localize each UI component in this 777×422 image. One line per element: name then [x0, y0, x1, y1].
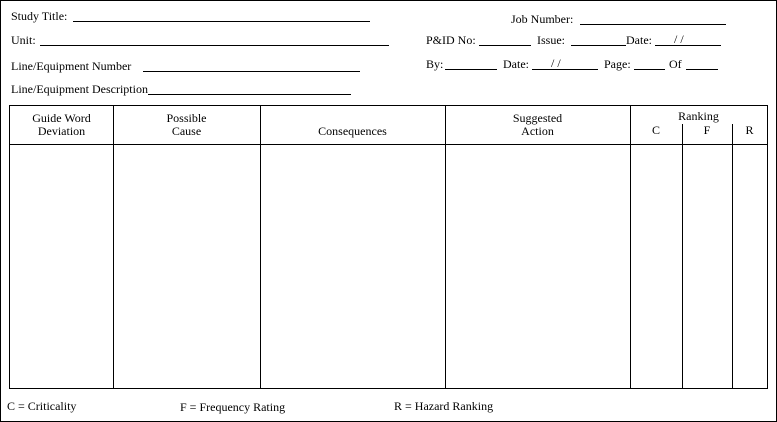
by-field[interactable]: [445, 69, 497, 70]
study-title-field[interactable]: [73, 21, 370, 22]
header-suggested-action: Suggested Action: [512, 111, 563, 138]
page-label: Page:: [604, 57, 631, 71]
date-label: Date:: [626, 33, 652, 47]
by-date-label: Date:: [503, 57, 529, 71]
date-slashes: / /: [674, 32, 684, 46]
line-equipment-number-field[interactable]: [143, 71, 360, 72]
unit-field[interactable]: [40, 45, 389, 46]
guide-word-cell[interactable]: [10, 145, 113, 388]
hazop-table: [9, 105, 768, 389]
consequences-cell[interactable]: [261, 145, 445, 388]
header-guide-word-deviation: Guide Word Deviation: [32, 111, 91, 138]
header-possible-cause: Possible Cause: [166, 111, 207, 138]
ranking-r-cell[interactable]: [733, 145, 767, 388]
legend-criticality: C = Criticality: [7, 399, 77, 413]
header-ranking-f: F: [703, 123, 711, 137]
suggested-action-cell[interactable]: [446, 145, 630, 388]
line-equipment-number-label: Line/Equipment Number: [11, 59, 132, 73]
date-field[interactable]: [655, 45, 721, 46]
page-field[interactable]: [634, 69, 665, 70]
header-ranking-r: R: [745, 123, 754, 137]
job-number-field[interactable]: [580, 24, 726, 25]
by-label: By:: [426, 57, 444, 71]
of-label: Of: [669, 57, 682, 71]
possible-cause-cell[interactable]: [114, 145, 260, 388]
ranking-f-cell[interactable]: [683, 145, 732, 388]
study-title-label: Study Title:: [11, 9, 68, 23]
line-equipment-description-field[interactable]: [148, 94, 351, 95]
ranking-c-cell[interactable]: [631, 145, 682, 388]
job-number-label: Job Number:: [511, 12, 574, 26]
by-date-field[interactable]: [532, 69, 598, 70]
issue-label: Issue:: [537, 33, 565, 47]
header-ranking: Ranking: [678, 109, 719, 123]
header-ranking-c: C: [651, 123, 660, 137]
legend-hazard-ranking: R = Hazard Ranking: [394, 399, 494, 413]
by-date-slashes: / /: [551, 56, 561, 70]
unit-label: Unit:: [11, 33, 36, 47]
pid-no-field[interactable]: [479, 45, 531, 46]
of-field[interactable]: [686, 69, 718, 70]
issue-field[interactable]: [571, 45, 626, 46]
pid-no-label: P&ID No:: [426, 33, 476, 47]
legend-frequency-rating: F = Frequency Rating: [180, 400, 286, 414]
header-consequences: Consequences: [318, 124, 387, 138]
line-equipment-description-label: Line/Equipment Description: [11, 82, 148, 96]
